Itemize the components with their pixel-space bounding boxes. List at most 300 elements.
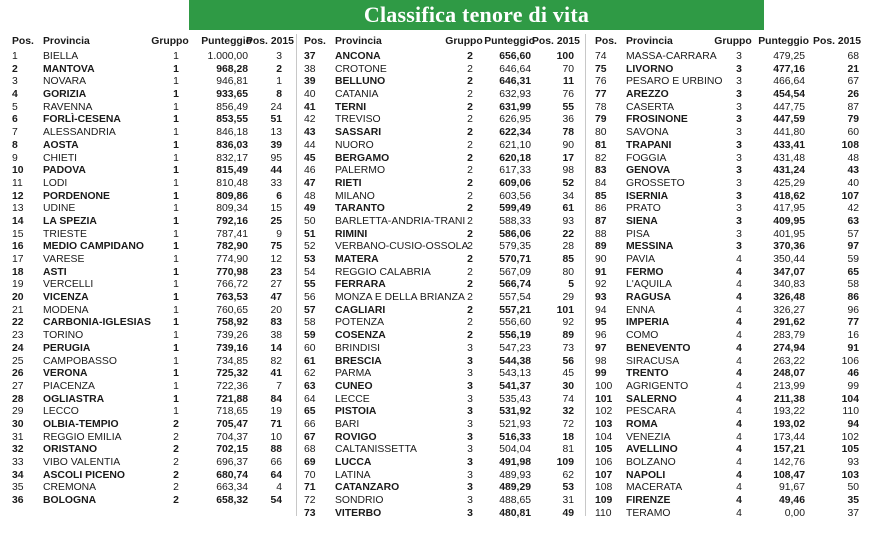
score-value: 350,44 <box>773 254 805 265</box>
rank-position: 52 <box>304 241 316 253</box>
table-row <box>595 279 861 292</box>
table-row <box>12 330 285 343</box>
province-name: TRIESTE <box>43 228 87 240</box>
table-row <box>595 457 861 470</box>
rank-position: 41 <box>304 101 316 113</box>
score-value: 193,22 <box>773 406 805 418</box>
province-name: ORISTANO <box>43 444 98 456</box>
group-number: 4 <box>736 342 742 354</box>
table-row <box>12 254 285 267</box>
province-name: PALERMO <box>335 165 386 177</box>
province-name: MACERATA <box>626 482 683 494</box>
province-name: RIMINI <box>335 228 368 240</box>
position-2015: 30 <box>562 380 574 392</box>
table-row <box>304 140 578 153</box>
position-2015: 95 <box>270 152 282 164</box>
header-pos-2015: Pos. 2015 <box>532 36 580 47</box>
position-2015: 48 <box>847 152 859 164</box>
province-name: BIELLA <box>43 51 79 62</box>
score-value: 658,32 <box>216 495 248 507</box>
group-number: 2 <box>467 279 473 291</box>
group-number: 3 <box>736 215 742 227</box>
table-row <box>304 203 578 216</box>
score-value: 646,31 <box>499 76 531 88</box>
table-row <box>595 191 861 204</box>
score-value: 544,38 <box>499 355 531 367</box>
group-number: 4 <box>736 418 742 430</box>
score-value: 609,06 <box>499 177 531 189</box>
rank-position: 5 <box>12 101 18 113</box>
group-number: 1 <box>173 292 179 304</box>
group-number: 1 <box>173 406 179 418</box>
score-value: 760,65 <box>216 304 248 316</box>
table-row <box>304 153 578 166</box>
table-row <box>304 444 578 457</box>
rank-position: 78 <box>595 101 607 113</box>
rank-position: 64 <box>304 393 316 405</box>
table-row <box>595 495 861 508</box>
table-row <box>12 305 285 318</box>
position-2015: 54 <box>270 495 282 507</box>
rank-position: 68 <box>304 444 316 456</box>
table-row <box>304 508 578 521</box>
group-number: 3 <box>467 495 473 507</box>
position-2015: 98 <box>562 165 574 177</box>
province-name: NUORO <box>335 139 374 151</box>
position-2015: 29 <box>562 292 574 304</box>
province-name: LIVORNO <box>626 63 674 75</box>
score-value: 370,36 <box>773 241 805 253</box>
table-row <box>595 114 861 127</box>
position-2015: 45 <box>562 368 574 380</box>
header-punteggio: Punteggio <box>484 36 535 47</box>
group-number: 2 <box>173 495 179 507</box>
table-header <box>12 36 294 49</box>
score-value: 479,25 <box>773 51 805 62</box>
rank-position: 82 <box>595 152 607 164</box>
group-number: 2 <box>467 254 473 265</box>
province-name: PAVIA <box>626 254 656 265</box>
table-row <box>304 191 578 204</box>
position-2015: 57 <box>847 228 859 240</box>
score-value: 646,64 <box>499 63 531 75</box>
province-name: CHIETI <box>43 152 78 164</box>
score-value: 680,74 <box>216 469 248 481</box>
group-number: 3 <box>736 63 742 75</box>
table-row <box>304 368 578 381</box>
rank-position: 77 <box>595 89 607 101</box>
rank-position: 83 <box>595 165 607 177</box>
rank-position: 53 <box>304 254 316 265</box>
score-value: 557,21 <box>499 304 531 316</box>
position-2015: 43 <box>847 165 859 177</box>
group-number: 1 <box>173 76 179 88</box>
rank-position: 87 <box>595 215 607 227</box>
province-name: PERUGIA <box>43 342 91 354</box>
rank-position: 66 <box>304 418 316 430</box>
position-2015: 102 <box>841 431 859 443</box>
table-row <box>12 457 285 470</box>
score-value: 809,86 <box>216 190 248 202</box>
province-name: ASTI <box>43 266 67 278</box>
position-2015: 8 <box>276 89 282 101</box>
province-name: IMPERIA <box>626 317 670 329</box>
table-row <box>304 178 578 191</box>
ranking-column-3 <box>595 36 861 520</box>
table-row <box>595 267 861 280</box>
province-name: NOVARA <box>43 76 87 88</box>
score-value: 489,93 <box>499 469 531 481</box>
province-name: PISTOIA <box>335 406 377 418</box>
header-gruppo: Gruppo <box>151 36 189 47</box>
group-number: 1 <box>173 89 179 101</box>
position-2015: 21 <box>847 63 859 75</box>
position-2015: 79 <box>847 114 859 126</box>
province-name: FROSINONE <box>626 114 688 126</box>
score-value: 770,98 <box>216 266 248 278</box>
position-2015: 62 <box>562 469 574 481</box>
rank-position: 16 <box>12 241 24 253</box>
score-value: 480,81 <box>499 507 531 519</box>
position-2015: 24 <box>270 101 282 113</box>
position-2015: 78 <box>562 127 574 139</box>
group-number: 3 <box>467 431 473 443</box>
rank-position: 43 <box>304 127 316 139</box>
position-2015: 60 <box>847 127 859 139</box>
rank-position: 103 <box>595 418 613 430</box>
province-name: PARMA <box>335 368 372 380</box>
table-row <box>304 406 578 419</box>
rank-position: 102 <box>595 406 613 418</box>
position-2015: 46 <box>847 368 859 380</box>
group-number: 4 <box>736 431 742 443</box>
score-value: 734,85 <box>216 355 248 367</box>
table-row <box>595 140 861 153</box>
group-number: 4 <box>736 444 742 456</box>
score-value: 696,37 <box>216 457 248 468</box>
rank-position: 29 <box>12 406 24 418</box>
score-value: 418,62 <box>773 190 805 202</box>
position-2015: 105 <box>841 444 859 456</box>
position-2015: 41 <box>270 368 282 380</box>
position-2015: 39 <box>270 139 282 151</box>
table-row <box>595 317 861 330</box>
rank-position: 79 <box>595 114 607 126</box>
position-2015: 104 <box>841 393 859 405</box>
page-title: Classifica tenore di vita <box>189 0 764 30</box>
province-name: PISA <box>626 228 650 240</box>
table-row <box>304 114 578 127</box>
score-value: 621,10 <box>499 139 531 151</box>
score-value: 433,41 <box>773 139 805 151</box>
table-row <box>304 457 578 470</box>
province-name: PRATO <box>626 203 661 215</box>
table-row <box>304 482 578 495</box>
position-2015: 15 <box>270 203 282 215</box>
position-2015: 85 <box>562 254 574 265</box>
position-2015: 74 <box>562 393 574 405</box>
position-2015: 32 <box>562 406 574 418</box>
province-name: AOSTA <box>43 139 79 151</box>
rank-position: 58 <box>304 317 316 329</box>
province-name: SAVONA <box>626 127 669 139</box>
position-2015: 90 <box>562 139 574 151</box>
rank-position: 21 <box>12 304 24 316</box>
score-value: 0,00 <box>784 507 805 519</box>
rank-position: 28 <box>12 393 24 405</box>
table-row <box>12 470 285 483</box>
header-punteggio: Punteggio <box>758 36 809 47</box>
group-number: 4 <box>736 457 742 468</box>
position-2015: 92 <box>562 317 574 329</box>
position-2015: 58 <box>847 279 859 291</box>
score-value: 705,47 <box>216 418 248 430</box>
province-name: CATANIA <box>335 89 379 101</box>
position-2015: 68 <box>847 51 859 62</box>
score-value: 792,16 <box>216 215 248 227</box>
province-name: MESSINA <box>626 241 674 253</box>
score-value: 774,90 <box>216 254 248 265</box>
column-divider <box>296 34 297 516</box>
rank-position: 85 <box>595 190 607 202</box>
province-name: LODI <box>43 177 68 189</box>
table-row <box>595 508 861 521</box>
rank-position: 105 <box>595 444 613 456</box>
table-row <box>304 64 578 77</box>
score-value: 933,65 <box>216 89 248 101</box>
group-number: 3 <box>736 203 742 215</box>
position-2015: 27 <box>270 279 282 291</box>
table-row <box>304 229 578 242</box>
position-2015: 106 <box>841 355 859 367</box>
group-number: 1 <box>173 114 179 126</box>
group-number: 3 <box>736 101 742 113</box>
province-name: MEDIO CAMPIDANO <box>43 241 145 253</box>
score-value: 846,18 <box>216 127 248 139</box>
table-row <box>595 406 861 419</box>
table-row <box>595 444 861 457</box>
score-value: 758,92 <box>216 317 248 329</box>
table-row <box>12 292 285 305</box>
rank-position: 45 <box>304 152 316 164</box>
table-row <box>595 64 861 77</box>
table-row <box>12 229 285 242</box>
rank-position: 37 <box>304 51 316 62</box>
rank-position: 3 <box>12 76 18 88</box>
group-number: 1 <box>173 152 179 164</box>
rank-position: 50 <box>304 215 316 227</box>
table-row <box>12 482 285 495</box>
table-header <box>304 36 578 49</box>
province-name: VICENZA <box>43 292 89 304</box>
rank-position: 30 <box>12 418 24 430</box>
rank-position: 90 <box>595 254 607 265</box>
group-number: 1 <box>173 177 179 189</box>
table-row <box>12 406 285 419</box>
rank-position: 32 <box>12 444 24 456</box>
header-pos: Pos. <box>304 36 326 47</box>
score-value: 556,60 <box>499 317 531 329</box>
group-number: 3 <box>467 482 473 494</box>
province-name: VERBANO-CUSIO-OSSOLA <box>335 241 469 253</box>
province-name: FIRENZE <box>626 495 671 507</box>
position-2015: 25 <box>270 215 282 227</box>
group-number: 1 <box>173 393 179 405</box>
province-name: LATINA <box>335 469 371 481</box>
rank-position: 91 <box>595 266 607 278</box>
table-row <box>595 102 861 115</box>
province-name: AGRIGENTO <box>626 380 689 392</box>
score-value: 347,07 <box>773 266 805 278</box>
rank-position: 39 <box>304 76 316 88</box>
table-row <box>304 292 578 305</box>
group-number: 2 <box>173 457 179 468</box>
group-number: 3 <box>467 418 473 430</box>
province-name: BARLETTA-ANDRIA-TRANI <box>335 215 466 227</box>
score-value: 725,32 <box>216 368 248 380</box>
province-name: GORIZIA <box>43 89 87 101</box>
position-2015: 36 <box>562 114 574 126</box>
table-row <box>304 470 578 483</box>
group-number: 1 <box>173 279 179 291</box>
province-name: LA SPEZIA <box>43 215 97 227</box>
group-number: 2 <box>173 482 179 494</box>
score-value: 836,03 <box>216 139 248 151</box>
position-2015: 94 <box>847 418 859 430</box>
province-name: RAVENNA <box>43 101 93 113</box>
province-name: AREZZO <box>626 89 669 101</box>
score-value: 142,76 <box>773 457 805 468</box>
rank-position: 76 <box>595 76 607 88</box>
rank-position: 11 <box>12 177 23 189</box>
province-name: RAGUSA <box>626 292 672 304</box>
position-2015: 28 <box>562 241 574 253</box>
group-number: 1 <box>173 254 179 265</box>
header-pos-2015: Pos. 2015 <box>246 36 294 47</box>
table-row <box>12 343 285 356</box>
rank-position: 23 <box>12 330 24 342</box>
position-2015: 77 <box>847 317 859 329</box>
province-name: MATERA <box>335 254 379 265</box>
group-number: 3 <box>736 228 742 240</box>
group-number: 1 <box>173 330 179 342</box>
table-row <box>12 203 285 216</box>
group-number: 2 <box>467 127 473 139</box>
group-number: 4 <box>736 507 742 519</box>
group-number: 3 <box>467 507 473 519</box>
position-2015: 5 <box>568 279 574 291</box>
position-2015: 34 <box>562 190 574 202</box>
table-row <box>595 127 861 140</box>
position-2015: 110 <box>842 406 859 418</box>
group-number: 2 <box>173 431 179 443</box>
rank-position: 56 <box>304 292 316 304</box>
province-name: BERGAMO <box>335 152 390 164</box>
province-name: PESARO E URBINO <box>626 76 723 88</box>
position-2015: 96 <box>847 304 859 316</box>
score-value: 702,15 <box>216 444 248 456</box>
table-row <box>595 381 861 394</box>
score-value: 488,65 <box>499 495 531 507</box>
group-number: 3 <box>736 89 742 101</box>
score-value: 704,37 <box>216 431 248 443</box>
table-row <box>595 178 861 191</box>
position-2015: 76 <box>562 89 574 101</box>
province-name: ROMA <box>626 418 658 430</box>
group-number: 4 <box>736 317 742 329</box>
table-row <box>595 165 861 178</box>
position-2015: 108 <box>841 139 859 151</box>
province-name: FORLÌ-CESENA <box>43 114 121 126</box>
group-number: 2 <box>173 444 179 456</box>
province-name: VARESE <box>43 254 85 265</box>
position-2015: 93 <box>847 457 859 468</box>
position-2015: 80 <box>562 266 574 278</box>
table-row <box>304 216 578 229</box>
table-row <box>12 419 285 432</box>
position-2015: 100 <box>556 51 574 62</box>
province-name: TORINO <box>43 330 84 342</box>
position-2015: 103 <box>841 469 859 481</box>
score-value: 274,94 <box>773 342 805 354</box>
score-value: 409,95 <box>773 215 805 227</box>
province-name: AVELLINO <box>626 444 678 456</box>
score-value: 547,23 <box>499 342 531 354</box>
table-row <box>12 114 285 127</box>
position-2015: 17 <box>562 152 574 164</box>
group-number: 1 <box>173 101 179 113</box>
position-2015: 64 <box>270 469 282 481</box>
score-value: 739,16 <box>216 342 248 354</box>
group-number: 1 <box>173 203 179 215</box>
group-number: 2 <box>467 317 473 329</box>
header-gruppo: Gruppo <box>445 36 483 47</box>
score-value: 815,49 <box>216 165 248 177</box>
position-2015: 82 <box>270 355 282 367</box>
group-number: 4 <box>736 279 742 291</box>
province-name: TREVISO <box>335 114 381 126</box>
group-number: 3 <box>467 355 473 367</box>
score-value: 213,99 <box>773 380 805 392</box>
position-2015: 51 <box>270 114 282 126</box>
table-row <box>595 229 861 242</box>
rank-position: 100 <box>595 380 613 392</box>
position-2015: 53 <box>562 482 574 494</box>
score-value: 441,80 <box>773 127 805 139</box>
province-name: FERRARA <box>335 279 386 291</box>
province-name: OGLIASTRA <box>43 393 105 405</box>
position-2015: 61 <box>562 203 574 215</box>
score-value: 663,34 <box>216 482 248 494</box>
group-number: 3 <box>736 51 742 62</box>
province-name: TERNI <box>335 101 367 113</box>
header-provincia: Provincia <box>335 36 382 47</box>
rank-position: 46 <box>304 165 316 177</box>
group-number: 3 <box>736 127 742 139</box>
position-2015: 42 <box>847 203 859 215</box>
header-pos-2015: Pos. 2015 <box>813 36 861 47</box>
province-name: TERAMO <box>626 507 671 519</box>
table-row <box>12 241 285 254</box>
score-value: 91,67 <box>778 482 805 494</box>
table-row <box>304 267 578 280</box>
province-name: VITERBO <box>335 507 382 519</box>
score-value: 108,47 <box>773 469 805 481</box>
score-value: 810,48 <box>216 177 248 189</box>
group-number: 2 <box>467 139 473 151</box>
rank-position: 81 <box>595 139 607 151</box>
rank-position: 75 <box>595 63 607 75</box>
